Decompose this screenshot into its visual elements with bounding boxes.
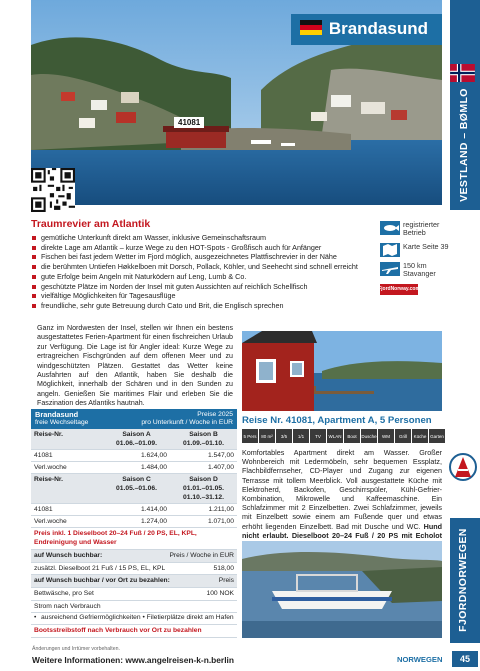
season-dates: 01.09.–01.10. [183, 440, 224, 447]
table-cell: Verl.woche [34, 518, 67, 525]
features-heading: Traumrevier am Atlantik [31, 218, 151, 230]
german-flag-icon [300, 20, 322, 35]
qr-code-icon [31, 168, 75, 212]
footer-info: Weitere Informationen: www.angelreisen-k-n.berlin [32, 655, 234, 665]
apartment-description [242, 448, 442, 549]
season-dates: 01.05.–01.06. [116, 485, 157, 492]
price-table-subtitle: freie Wechseltage [35, 419, 89, 426]
table-cell: 1.071,00 [207, 518, 234, 525]
season-title: Saison A [122, 431, 151, 438]
page-title-box [291, 14, 442, 45]
amenity-icons [242, 429, 445, 443]
page-number: 45 [452, 651, 478, 667]
map-label: Karte Seite 39 [403, 241, 449, 251]
disclaimer: Änderungen und Irrtümer vorbehalten. [32, 646, 120, 652]
apartment-description-bold: Hund nicht erlaubt. Dieselboot 20–24 Fuß / 20 PS mit Echolot [242, 521, 442, 540]
column-header [103, 474, 170, 503]
boat-icon: Boot [344, 429, 360, 443]
persons-icon: 5 Pers [242, 429, 258, 443]
photo-number-label: 41081 [174, 117, 204, 128]
season-dates: 01.06.–01.09. [116, 440, 157, 447]
footer-country: NORWEGEN [397, 655, 443, 664]
table-row [31, 450, 237, 462]
season-dates: 01.01.–01.05. 01.10.–31.12. [183, 485, 224, 501]
column-header: Reise-Nr. [34, 476, 63, 483]
season-title: Saison B [189, 431, 218, 438]
country-tab-label: FJORDNORWEGEN [457, 528, 469, 632]
intro-text: Ganz im Nordwesten der Insel, stellen wir Ihnen ein bestens ausgestattetes Ferien-Apartment für einen fischreichen Urlaub zur Verfügung. Die Lage ist für Angler ideal: Kurze Wege zu ertragreichen Fischgründen auf dem offenen Meer und zu windgeschützten Plätzen. Gestattet das Wetter keine Ausfahrten auf den Atlantik, haben Sie deshalb die Möglichkeit, innerhalb der Schären und in den Sunden zu angeln. Genießen Sie maritimes Flair und erleben Sie die Faszination des Atlantiks hautnah. [37, 324, 233, 408]
season-title: Saison C [122, 476, 151, 483]
table-row [31, 504, 237, 516]
page-title: Brandasund [328, 19, 428, 38]
table-cell: 1.211,00 [208, 506, 234, 513]
linen-label: Bettwäsche, pro Set [34, 589, 94, 597]
table-cell: 1.484,00 [140, 464, 167, 471]
price-year: Preise 2025 [197, 411, 233, 418]
kitchen-icon: Küche [412, 429, 428, 443]
boat-photo [242, 541, 442, 638]
price-unit: pro Unterkunft / Woche in EUR [141, 419, 233, 426]
column-header [170, 429, 237, 449]
area-icon: 80 m² [259, 429, 275, 443]
freezer-note: • ausreichend Gefriermöglichkeiten • Filetierplätze direkt am Hafen [31, 613, 237, 624]
feature-item: direkte Lage am Atlantik – kurze Wege zu den HOT-Spots - Großfisch auch für Anfänger [31, 243, 377, 253]
apartment-description-text: Komfortables Apartment direkt am Wasser. Großer Wohnbereich mit Ledermöbeln, sehr bequemen Essplatz, Flachbildfernseher, CD-Player und Zugang zur eigenen Terrasse mit tollem Meerblick. Voll ausgestattete Küche mit Elektroherd, Backofen, Geschirrspüler, Kühl-Gefrier-Kombination, Mikrowelle und Kaffeemaschine. Ein Schlafzimmer mit 2 Einzelbetten. Zwei Schlafzimmer, jeweils mit Einzelbett sowie einem am Fußende quer und etwas erhöht liegenden Einzelbett. Bad mit Dusche und WC. [242, 448, 442, 531]
table-cell: 1.624,00 [140, 452, 167, 459]
table-cell: 1.547,00 [207, 452, 234, 459]
extra-boat-row [31, 563, 237, 576]
column-header [103, 429, 170, 449]
extra-boat-label: zusätzl. Dieselboot 21 Fuß / 15 PS, EL, KPL [34, 564, 166, 572]
feature-item: gute Erfolge beim Angeln mit Naturködern auf Leng, Lumb & Co. [31, 272, 377, 282]
feature-item: Fischen bei fast jedem Wetter im Fjord möglich, ausgezeichnetes Plattfischrevier in der Nähe [31, 252, 377, 262]
season-title: Saison D [189, 476, 218, 483]
power-label: Strom nach Verbrauch [34, 602, 101, 610]
map-icon [380, 243, 400, 257]
feature-item: die berühmten Untiefen Høkkelboen mit Dorsch, Pollack, Köhler, und Seehecht sind schnell erreicht [31, 262, 377, 272]
price-table [31, 409, 237, 638]
header-photo [31, 0, 442, 205]
price-table-header [31, 409, 237, 429]
table-cell: 41081 [34, 452, 53, 459]
fish-icon [380, 221, 400, 235]
column-header: Reise-Nr. [34, 431, 63, 438]
extra-boat-price: 518,00 [213, 564, 234, 572]
bookable-header [31, 550, 237, 563]
table-cell: 1.414,00 [140, 506, 167, 513]
bathroom-icon: 1/1 [293, 429, 309, 443]
airplane-icon [380, 262, 400, 276]
season-header-row [31, 474, 237, 504]
feature-item: vielfältige Möglichkeiten für Tagesausflüge [31, 291, 377, 301]
linen-row [31, 588, 237, 601]
house-photo [242, 331, 442, 411]
tv-icon: TV [310, 429, 326, 443]
price-table-name: Brandasund [35, 410, 79, 419]
features-list [31, 233, 377, 311]
bedrooms-icon: 3/5 [276, 429, 292, 443]
operator-label: registrierter Betrieb [403, 220, 440, 238]
apartment-title: Reise Nr. 41081, Apartment A, 5 Personen [242, 415, 432, 426]
power-row [31, 601, 237, 614]
features-section [31, 218, 377, 311]
feature-item: freundliche, sehr gute Betreuung durch Cato und Brit, die Englisch sprechen [31, 301, 377, 311]
onsite-label: auf Wunsch buchbar / vor Ort zu bezahlen: [34, 577, 170, 585]
table-row [31, 462, 237, 474]
included-note: Preis inkl. 1 Dieselboot 20–24 Fuß / 20 PS, EL, KPL, Endreinigung und Wasser [31, 528, 237, 550]
table-cell: Verl.woche [34, 464, 67, 471]
bookable-unit: Preis / Woche in EUR [169, 552, 234, 560]
table-cell: 1.274,00 [140, 518, 167, 525]
table-cell: 41081 [34, 506, 53, 513]
onsite-header [31, 575, 237, 588]
table-cell: 1.407,00 [207, 464, 234, 471]
garden-icon: Garten [429, 429, 445, 443]
wifi-icon: WLAN [327, 429, 343, 443]
table-row [31, 516, 237, 528]
column-header [170, 474, 237, 503]
linen-price: 100 NOK [206, 589, 234, 597]
washing-machine-icon: WM [378, 429, 394, 443]
feature-item: gemütliche Unterkunft direkt am Wasser, inklusive Gemeinschaftsraum [31, 233, 377, 243]
distance-label: 150 km Stavanger [403, 260, 436, 279]
bookable-label: auf Wunsch buchbar: [34, 552, 103, 560]
side-info [380, 221, 450, 295]
region-tab-label: VESTLAND – BØMLO [458, 88, 470, 202]
season-header-row [31, 429, 237, 450]
onsite-unit: Preis [218, 577, 234, 585]
feature-item: geschützte Plätze im Norden der Insel mit guten Aussichten auf reichlich Schellfisch [31, 282, 377, 292]
partner-logo: FjordNorway.com [380, 284, 418, 295]
shower-icon: Dusche [361, 429, 377, 443]
company-logo-icon [448, 452, 478, 482]
fuel-note: Bootsstreibstoff nach Verbrauch vor Ort zu bezahlen [31, 625, 237, 639]
norway-flag-icon [450, 64, 475, 82]
grill-icon: Grill [395, 429, 411, 443]
